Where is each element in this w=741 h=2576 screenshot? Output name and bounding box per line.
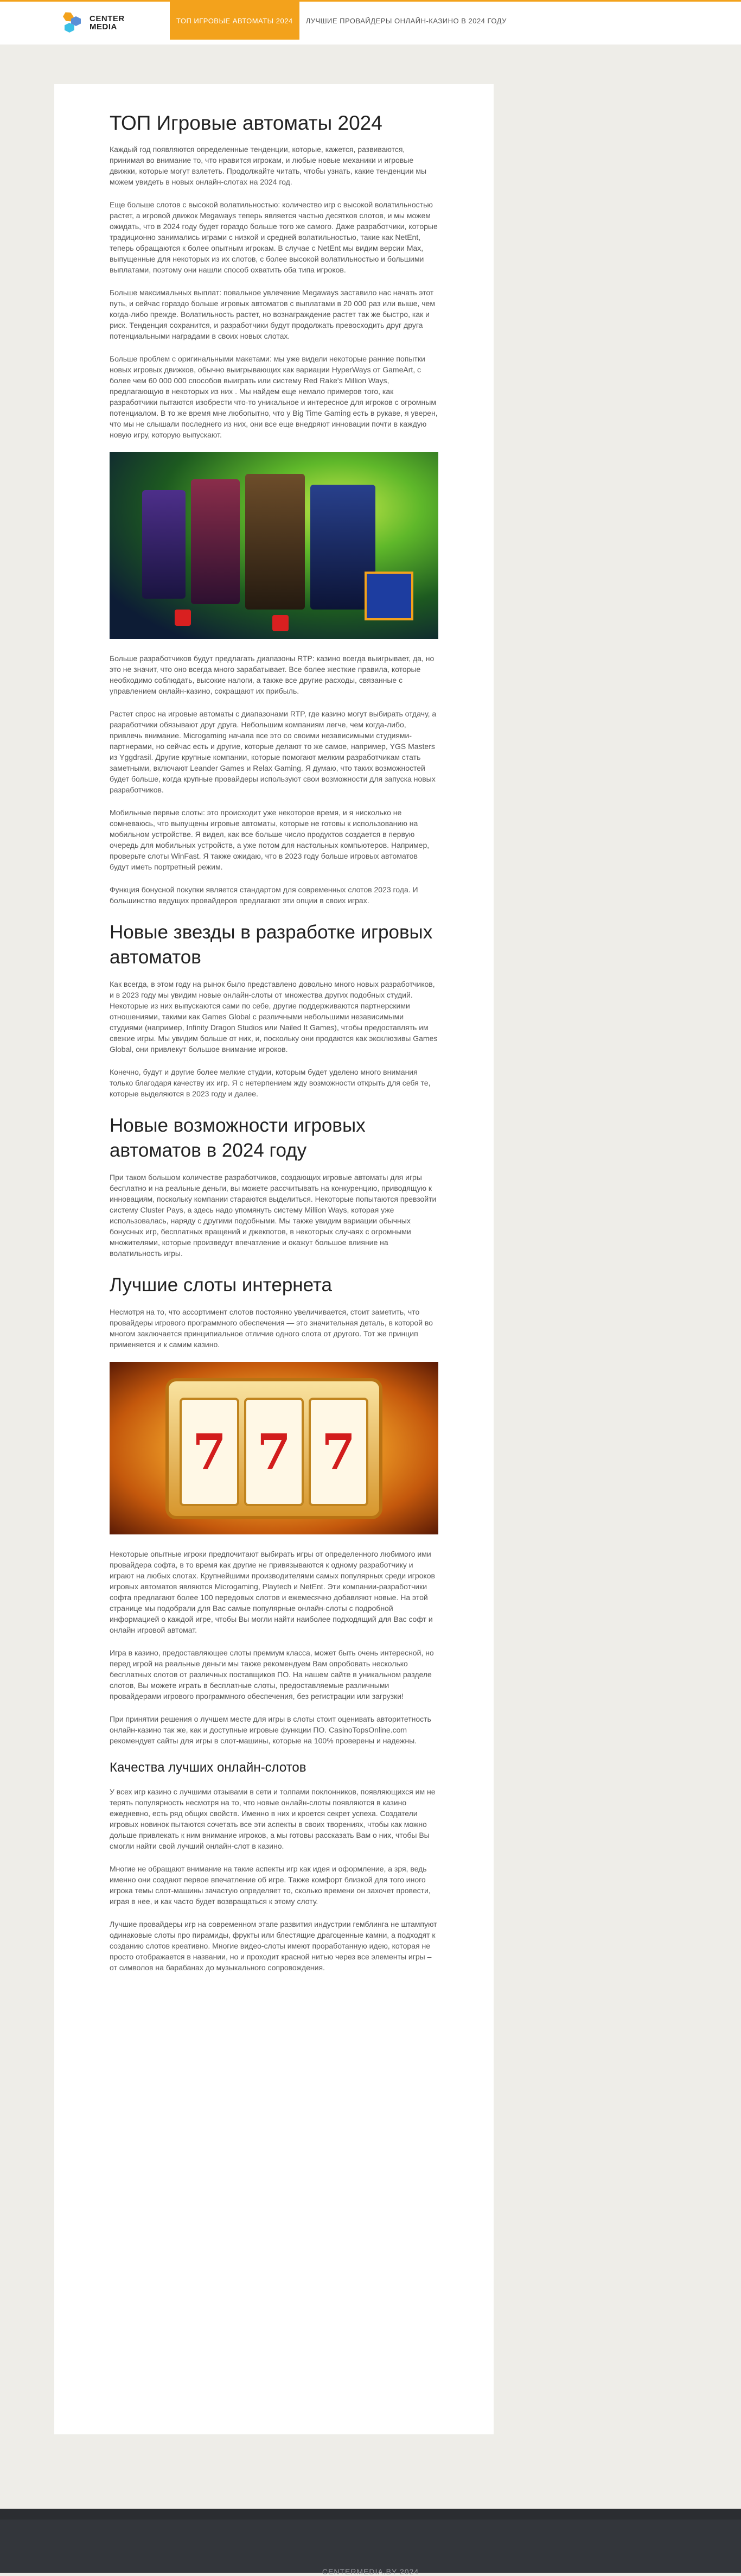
dice-icon (272, 615, 289, 631)
slot-machine-image (110, 1362, 438, 1534)
paragraph: Больше максимальных выплат: повальное увлечение Megaways заставило нас начать этот путь, и сейчас гораздо больше игровых автоматов с выплатами в 20 000 раз или выше, чем когда-либо прежде. Волатильность растет, но вознаграждение растет так же быстро, как и риск. Тенденция сохранится, и разработчики будут продолжать превосходить друг друга потенциальными наградами в своих новых слотах. (110, 288, 435, 340)
paragraph: Больше проблем с оригинальными макетами: мы уже видели некоторые ранние попытки новых игровых движков, обычно выигрывающих как вариации HyperWays от GameArt, с более чем 60 000 000 способов выиграть или систему Red Rake's Million Ways, предлагающую в некоторых из них . Мы найдем еще немало примеров того, как разработчики пытаются изобрести что-то уникальное и интересное для игроков с огромным потенциалом. В то же время мне любопытно, что у Big Time Gaming есть в рукаве, я уверен, что мы не слышали последнего из них, они все еще внедряют инновации почти в каждую новую игру, которую выпускают. (110, 354, 438, 439)
dice-icon (175, 610, 191, 626)
site-footer (0, 2509, 741, 2576)
reel-seven: 7 (309, 1398, 368, 1506)
paragraph: Растет спрос на игровые автоматы с диапазонами RTP, где казино могут выбирать отдачу, а разработчики обязывают друг друга. Небольшим компаниям легче, чем когда-либо, привлечь внимание. Microgaming начала все это со своими независимыми студиями-партнерами, но сейчас есть и другие, которые делают то же самое, например, YGS Masters из Yggdrasil. Другие крупные компании, которые помогают мелким разработчикам стать заметными, включают Leander Games и Relax Gaming. Я думаю, что таких возможностей будет больше, когда крупные провайдеры используют свои возможности для запуска новых разработчиков. (110, 709, 437, 794)
logo-text (90, 15, 125, 31)
section-heading: Лучшие слоты интернета (110, 1274, 333, 1296)
reel-seven: 7 (180, 1398, 239, 1506)
paragraph: Многие не обращают внимание на такие аспекты игр как идея и оформление, а зря, ведь именно они создают первое впечатление об игре. Также комфорт близкой для того иного игрока темы слот-машины зачастую определяет то, сколько времени он захочет провести, играя в нее, и как часто будет возвращаться к этому слоту. (110, 1864, 431, 1906)
site-logo[interactable] (61, 9, 125, 36)
nav-item-best-providers[interactable]: ЛУЧШИЕ ПРОВАЙДЕРЫ ОНЛАЙН-КАЗИНО В 2024 ГОДУ (305, 16, 507, 25)
game-cover (142, 490, 186, 599)
article (110, 110, 438, 1985)
paragraph: Мобильные первые слоты: это происходит уже некоторое время, и я нисколько не сомневаюсь, что выпущены игровые автоматы, которые не готовы к использованию на мобильном устройстве. Я видел, как все больше число продуктов создается в первую очередь для мобильных устройств, а уже потом для настольных компьютеров. Например, проверьте слоты WinFast. Я также ожидаю, что в 2023 году больше игровых автоматов будут иметь портретный режим. (110, 808, 430, 871)
paragraph: Лучшие провайдеры игр на современном этапе развития индустрии гемблинга не штампуют одинаковые слоты про пирамиды, фрукты или блестящие драгоценные камни, а подходят к созданию слотов креативно. Многие видео-слоты имеют проработанную идею, которая не просто отображается в названии, но и проходит красной нитью через все элементы игры – от символов на барабанах до музыкального сопровождения. (110, 1920, 437, 1972)
paragraph: Каждый год появляются определенные тенденции, которые, кажется, развиваются, принимая во внимание то, что нравится игрокам, и любые новые механики и игровые движки, которые могут взлететь. Продолжайте читать, чтобы узнать, какие тенденции мы можем увидеть в новых онлайн-слотах на 2024 год. (110, 145, 427, 186)
page-title: ТОП Игровые автоматы 2024 (110, 112, 382, 134)
nav-item-top-slots[interactable]: ТОП ИГРОВЫЕ АВТОМАТЫ 2024 (170, 2, 299, 40)
subsection-heading: Качества лучших онлайн-слотов (110, 1760, 306, 1775)
paragraph: Больше разработчиков будут предлагать диапазоны RTP: казино всегда выигрывает, да, но это не значит, что оно всегда много зарабатывает. Все более жесткие правила, которые необходимо соблюдать, высокие налоги, а также все другие расходы, связанные с управлением онлайн-казино, сокращают их прибыль. (110, 654, 435, 695)
paragraph: У всех игр казино с лучшими отзывами в сети и толпами поклонников, появляющихся им не терять популярность несмотря на то, что новые онлайн-слоты появляются в казино ежедневно, есть ряд общих свойств. Именно в них и кроется секрет успеха. Создатели игровых новинок пытаются сочетать все эти аспекты в своих творениях, чтобы как можно дольше привлекать к ним внимание игроков, а мы готовы рассказать Вам о них, чтобы Вы смогли найти свой лучший онлайн-слот в казино. (110, 1787, 436, 1850)
slot-machine (165, 1378, 382, 1519)
slot-games-banner-image (110, 452, 438, 639)
paragraph: Функция бонусной покупки является стандартом для современных слотов 2023 года. И большинство ведущих провайдеров предлагают эти опции в своих играх. (110, 885, 418, 905)
logo-line-2: MEDIA (90, 22, 117, 31)
game-cover (191, 479, 240, 604)
paragraph: Конечно, будут и другие более мелкие студии, которым будет уделено много внимания только благодаря качеству их игр. Я с нетерпением жду возможности открыть для себя те, которые выделяются в 2023 году и далее. (110, 1068, 431, 1098)
paragraph: Еще больше слотов с высокой волатильностью: количество игр с высокой волатильностью растет, а игровой движок Megaways теперь является частью десятков слотов, и мы можем ожидать, что в 2024 году будет гораздо больше того же самого. Даже разработчики, которые традиционно занимались играми с низкой и средней волатильностью, такие как NetEnt, теперь обращаются к более опытным игрокам. В случае с NetEnt мы видим версии Max, выпущенные для некоторых из их слотов, с более высокой волатильностью и большими выплатами, поэтому они нашли способ охватить оба типа игроков. (110, 200, 438, 274)
paragraph: Как всегда, в этом году на рынок было представлено довольно много новых разработчиков, и в 2023 году мы увидим новые онлайн-слоты от множества других подобных студий. Некоторые из них выпускаются сами по себе, другие поддерживаются партнерскими отношениями, такими как Games Global с различными небольшими независимыми студиями (например, Infinity Dragon Studios или Nailed It Games), чтобы предоставлять им свежие игры. Мы увидим больше от них, и, поскольку они продаются как эксклюзивы Games Global, они привлекут большое внимание игроков. (110, 980, 438, 1054)
paragraph: Некоторые опытные игроки предпочитают выбирать игры от определенного любимого ими провайдера софта, в то время как другие не привязываются к одному разработчику и играют на любых слотах. Крупнейшими производителями самых популярных среди игроков игровых автоматов являются Microgaming, Playtech и NetEnt. Эти компании-разработчики софта предлагают более 100 передовых слотов и ежемесячно добавляют новые. На этой странице мы подобрали для Вас самые популярные онлайн-слоты с подробной информацией о каждой игре, чтобы Вы могли найти наиболее подходящий для Вас софт и онлайн игровой автомат. (110, 1550, 435, 1634)
site-header (0, 0, 741, 45)
reel-seven: 7 (244, 1398, 304, 1506)
paragraph: Несмотря на то, что ассортимент слотов постоянно увеличивается, стоит заметить, что провайдеры игрового программного обеспечения — это значительная деталь, в которой во многом заключается принципиальное отличие одного слота от другого. Тот же принцип применяется и к самим казино. (110, 1308, 433, 1349)
footer-copyright: CENTERMEDIA.BY 2024 (322, 2567, 419, 2576)
game-cover (245, 474, 305, 610)
logo-line-1: CENTER (90, 14, 125, 23)
paragraph: Игра в казино, предоставляющее слоты премиум класса, может быть очень интересной, но перед игрой на реальные деньги мы также рекомендуем Вам опробовать несколько бесплатных слотов от различных поставщиков ПО. На нашем сайте в уникальном разделе слотов, Вы можете играть в бесплатные слоты, предоставляемые различными провайдерами игрового программного обеспечения, без регистрации или загрузки! (110, 1648, 434, 1701)
section-heading: Новые звезды в разработке игровых автоматов (110, 922, 433, 968)
paragraph: При принятии решения о лучшем месте для игры в слоты стоит оценивать авторитетность онлайн-казино так же, как и доступные игровые функции ПО. CasinoTopsOnline.com рекомендует сайты для игры в слот-машины, которые на 100% проверены и надежны. (110, 1715, 431, 1745)
section-heading: Новые возможности игровых автоматов в 2024 году (110, 1115, 366, 1161)
gift-box-icon (365, 572, 413, 620)
content-card (54, 84, 494, 2434)
cube-logo-icon (61, 10, 84, 36)
main-nav (170, 2, 513, 45)
paragraph: При таком большом количестве разработчиков, создающих игровые автоматы для игры бесплатно и на реальные деньги, вы можете рассчитывать на конкуренцию, приводящую к инновациям, поскольку компании стараются выделиться. Некоторые попытаются превзойти систему Cluster Pays, а здесь надо упомянуть систему Million Ways, которая уже использовалась, наряду с другими подобными. Мы также увидим вариации обычных бонусных игр, бесплатных вращений и джекпотов, в некоторых случаях с огромными множителями, которые произведут впечатление и окажут большое влияние на волатильность игры. (110, 1173, 437, 1258)
